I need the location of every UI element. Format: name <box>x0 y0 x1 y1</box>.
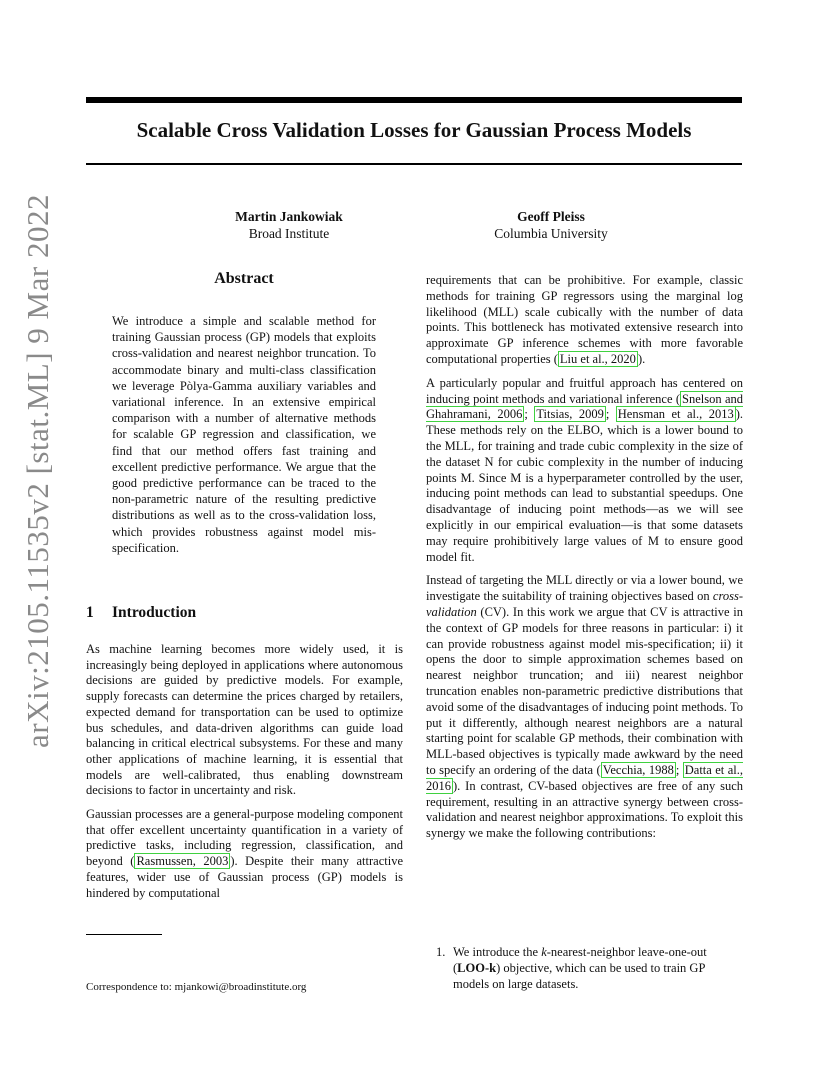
paragraph-text: A particularly popular and fruitful approach has centered on inducing point methods and variational inference ( <box>426 375 743 406</box>
section-heading <box>86 604 406 622</box>
paragraph-text: ). <box>637 351 646 366</box>
author-affiliation: Columbia University <box>494 226 608 241</box>
citation-link[interactable]: Titsias, 2009 <box>536 407 604 422</box>
list-number: 1. <box>436 945 446 959</box>
right-column <box>426 273 743 850</box>
paragraph <box>86 807 403 901</box>
emphasis-text: k <box>541 945 547 959</box>
paragraph: As machine learning becomes more widely used, it is increasingly being deployed in applications where autonomous decisions are guided by predictive models. For example, supply forecasts can determine the prices charged by retailers, expected demand for transportation can be used to optimize bus schedules, and data-driven algorithms can guide load balancing in critical electrical subsystems. For these and many other applications of machine learning, it is essential that models are well-calibrated, thus enabling downstream decisions to factor in uncertainty and risk. <box>86 642 403 798</box>
bold-text: LOO-k <box>457 960 497 975</box>
citation-link[interactable]: Rasmussen, 2003 <box>136 854 229 869</box>
paragraph <box>426 273 743 368</box>
paragraph-text: (CV). In this work we argue that CV is attractive in the context of GP models for three reasons in particular: i) it can provide robustness against model mis-specification; ii) it opens the door to simple approximation schemes based on nearest neighbor truncation; and iii) nearest neighbor truncation enables non-parametric predictive distributions that avoid some of the disadvantages of inducing point methods. To put it differently, although nearest neighbors are a natural starting point for scalable GP methods, their combination with MLL-based objectives is typically made awkward by the need to specify an ordering of the data ( <box>426 604 743 777</box>
citation-link[interactable]: Hensman et al., 2013 <box>617 407 734 422</box>
title-top-rule <box>86 97 742 103</box>
abstract-text: We introduce a simple and scalable method for training Gaussian process (GP) models that exploits cross-validation and nearest neighbor truncation. To accommodate binary and multi-class classification we leverage Pòlya-Gamma auxiliary variables and variational inference. In an extensive empirical comparison with a number of alternative methods for scalable GP regression and classification, we find that our method offers fast training and excellent predictive performance. We argue that the good predictive performance can be traced to the non-parametric nature of the resulting predictive distributions as well as to the cross-validation loss, which provides robustness against model mis-specification. <box>112 314 376 555</box>
author-name: Geoff Pleiss <box>517 209 585 224</box>
citation-link[interactable]: Liu et al., 2020 <box>559 351 636 366</box>
citation-link[interactable]: Datta et al., 2016 <box>426 762 743 793</box>
section-number: 1 <box>86 604 94 621</box>
author-name: Martin Jankowiak <box>235 209 343 224</box>
list-item-fragment: -nearest-neighbor leave-one-out ( <box>453 945 707 975</box>
author-affiliation: Broad Institute <box>248 226 330 241</box>
emphasis-text: cross-validation <box>426 589 743 619</box>
author-block <box>169 208 409 242</box>
author-block <box>431 208 671 242</box>
list-item-text <box>453 945 743 992</box>
arxiv-identifier <box>20 194 56 748</box>
list-item-fragment: ) objective, which can be used to train GP models on large datasets. <box>453 960 705 991</box>
paragraph-text: requirements that can be prohibitive. For example, classic methods for training GP regressors using the marginal log likelihood (MLL) scale cubically with the number of data points. This bottleneck has motivated extensive research into approximate GP inference schemes with more favorable computational properties ( <box>426 273 743 366</box>
paragraph-text: ; <box>605 407 616 422</box>
paper-title: Scalable Cross Validation Losses for Gaussian Process Models <box>136 118 692 142</box>
arxiv-identifier-text: arXiv:2105.11535v2 [stat.ML] 9 Mar 2022 <box>20 194 56 748</box>
section-title: Introduction <box>112 604 197 621</box>
paragraph-text: ). These methods rely on the ELBO, which is a lower bound to the MLL, for training and trade cubic complexity in the size of the dataset N for cubic complexity in the number of inducing points M. Since M is a hyperparameter controlled by the user, inducing point methods can lead to substantial speedups. One disadvantage of inducing point methods—as we will see explicitly in our empirical evaluation—is that some datasets may require prohibitively large values of M to ensure good model fit. <box>426 407 743 564</box>
paragraph <box>426 376 743 566</box>
abstract-heading: Abstract <box>214 270 274 287</box>
correspondence-footnote: Correspondence to: mjankowi@broadinstitute.org <box>86 981 307 993</box>
paragraph-text: Instead of targeting the MLL directly or via a lower bound, we investigate the suitability of training objectives based on <box>426 573 743 604</box>
contribution-list-item <box>426 945 743 992</box>
citation-link[interactable]: Snelson and Ghahramani, 2006 <box>426 391 743 422</box>
paragraph-text: ; <box>524 407 535 422</box>
paragraph-text: Gaussian processes are a general-purpose modeling component that offer excellent uncertainty quantification in a variety of predictive tasks, including regression, classification, and beyond ( <box>86 807 403 869</box>
citation-link[interactable]: Vecchia, 1988 <box>602 762 674 777</box>
paragraph-text: ). Despite their many attractive features, wider use of Gaussian process (GP) models is hindered by computational <box>86 854 403 900</box>
title-bottom-rule <box>86 163 742 165</box>
list-item-fragment: We introduce the <box>453 945 542 959</box>
paragraph-text: ; <box>675 762 683 777</box>
paragraph-text: ). In contrast, CV-based objectives are free of any such requirement, resulting in an attractive synergy between cross-validation and nearest neighbor approximations. To exploit this synergy we make the following contributions: <box>426 778 743 841</box>
left-column <box>86 642 403 909</box>
footnote-rule <box>86 934 162 935</box>
paragraph <box>426 573 743 842</box>
